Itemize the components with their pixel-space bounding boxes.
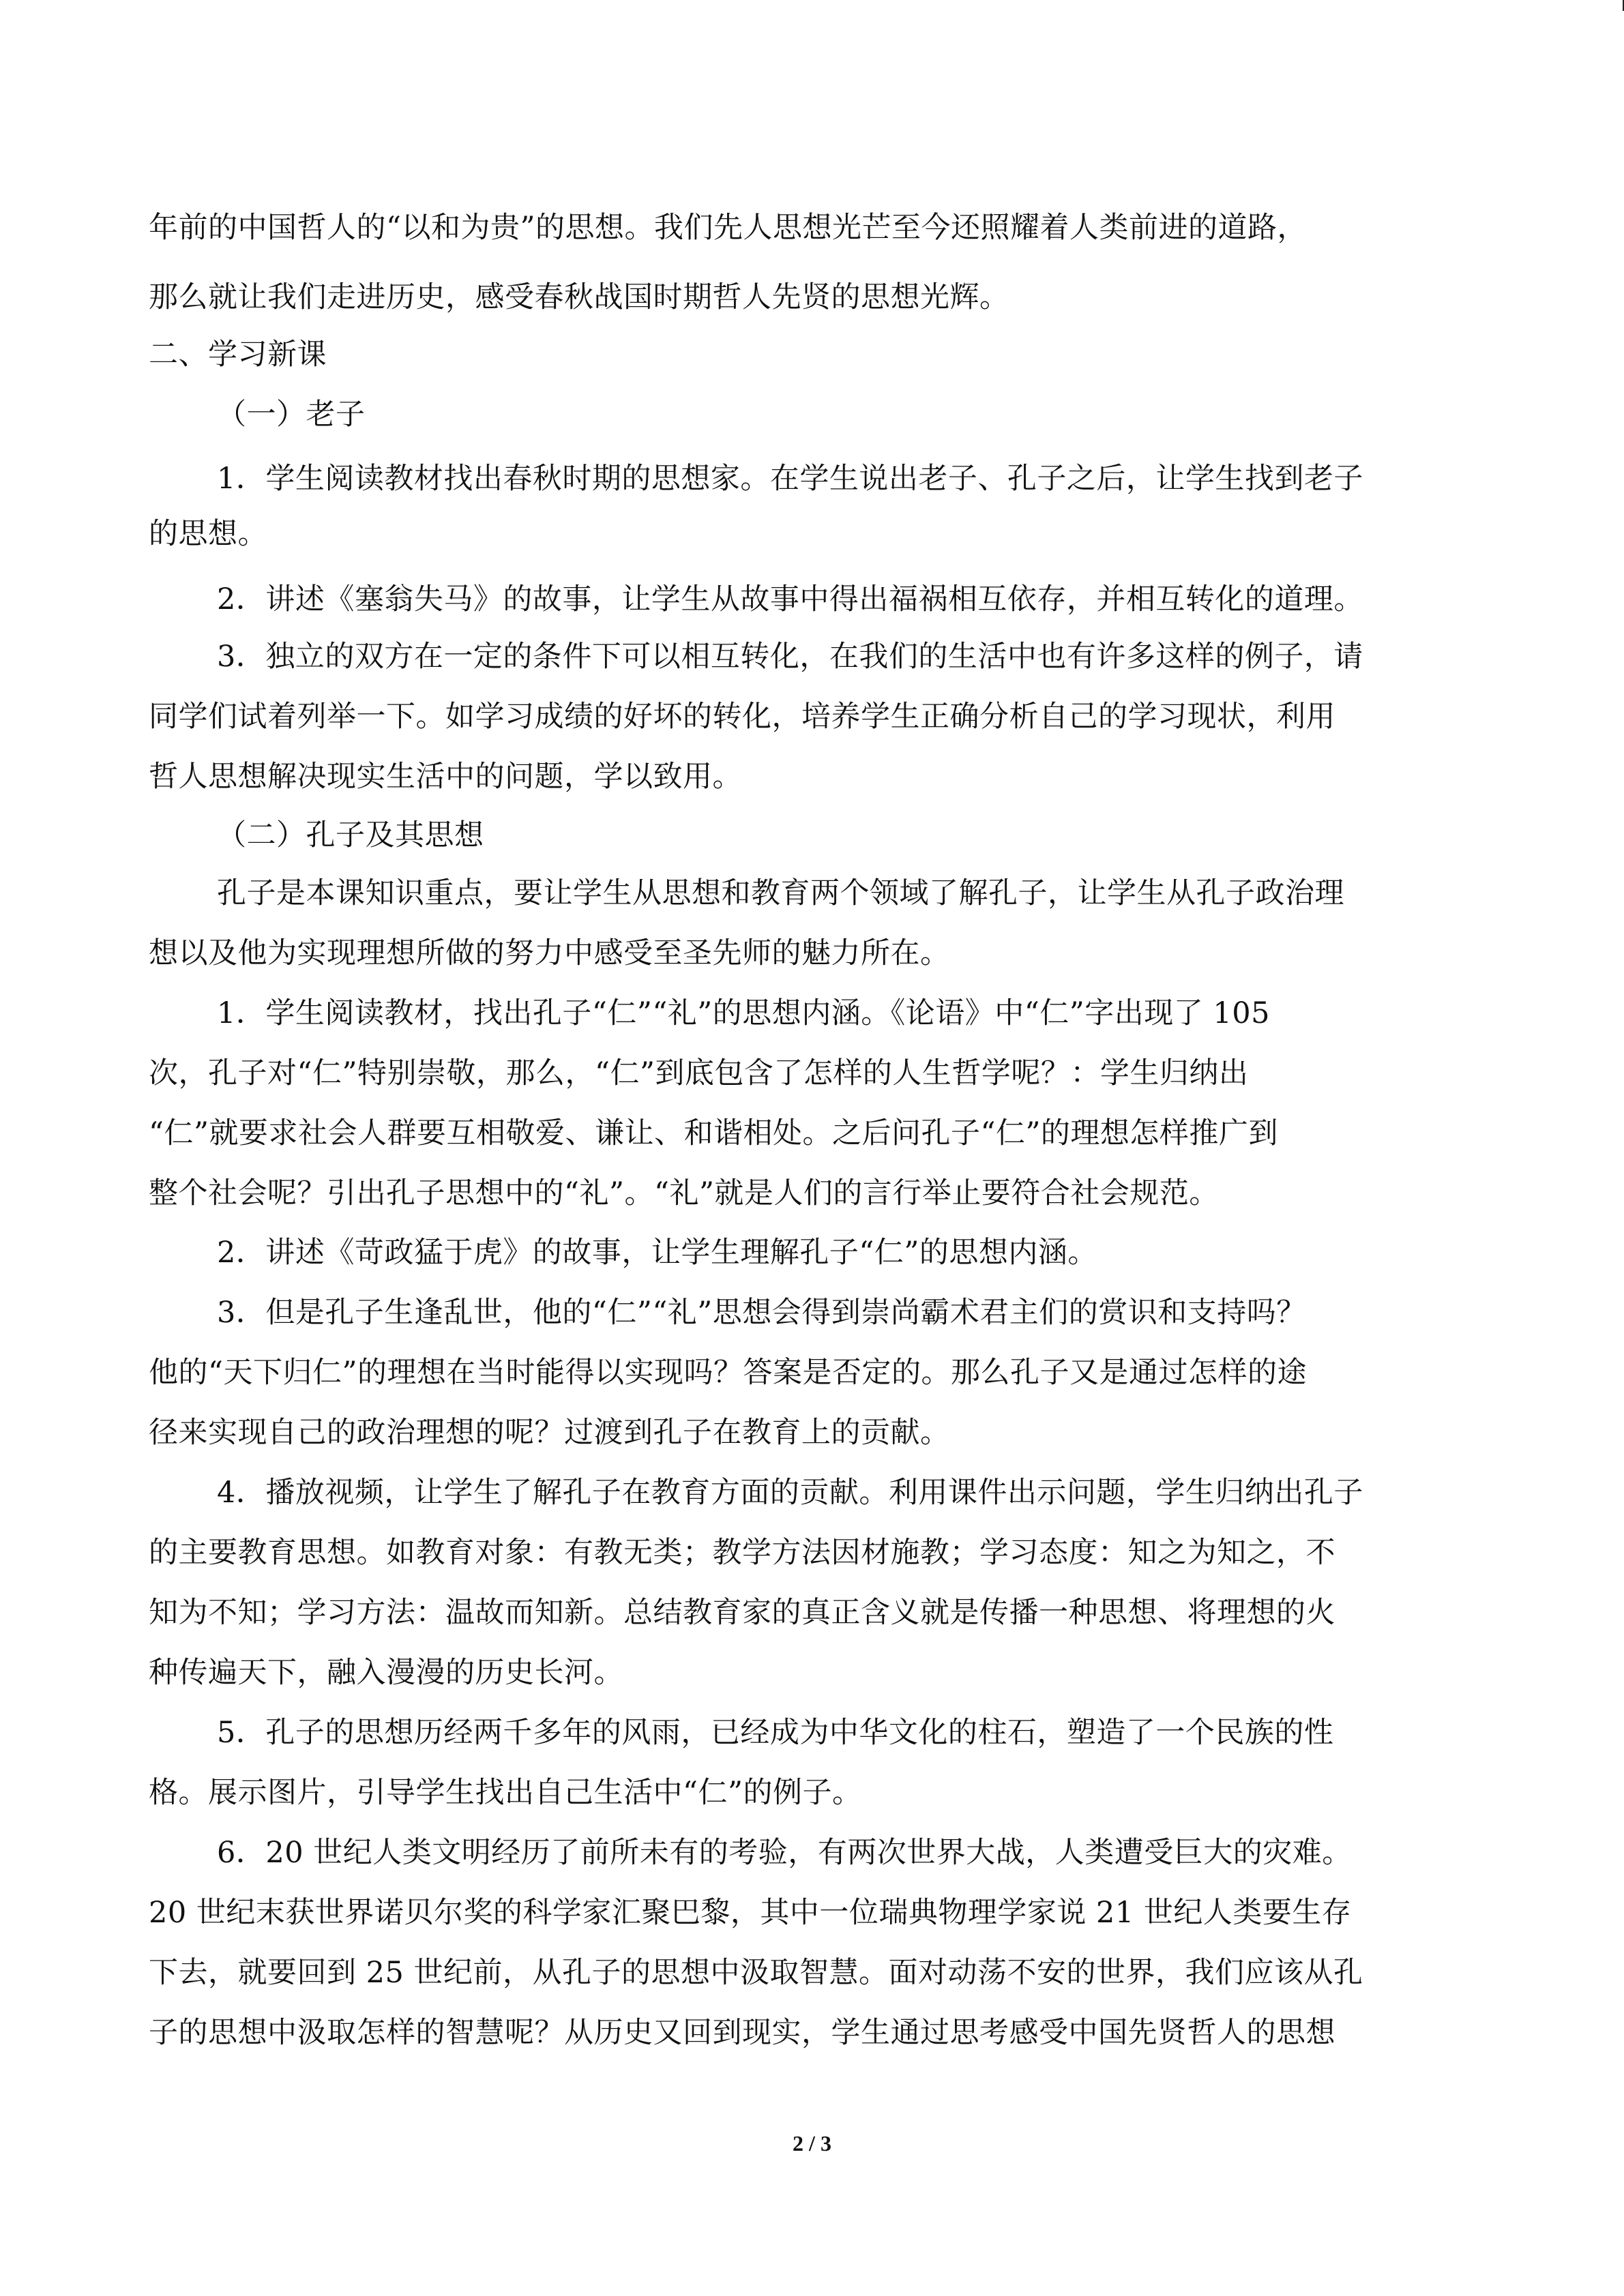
paragraph-line: 孔子是本课知识重点，要让学生从思想和教育两个领域了解孔子，让学生从孔子政治理 (217, 876, 1344, 910)
paragraph-line: 3．但是孔子生逢乱世，他的“仁”“礼”思想会得到崇尚霸术君主们的赏识和支持吗？ (217, 1296, 1306, 1330)
paragraph-line: 2．讲述《塞翁失马》的故事，让学生从故事中得出福祸相互依存，并相互转化的道理。 (217, 582, 1363, 616)
text-line: 同学们试着列举一下。如学习成绩的好坏的转化，培养学生正确分析自己的学习现状，利用 (149, 700, 1335, 734)
text-line: 年前的中国哲人的“以和为贵”的思想。我们先人思想光芒至今还照耀着人类前进的道路， (149, 211, 1307, 245)
text-line: 的主要教育思想。如教育对象：有教无类；教学方法因材施教；学习态度：知之为知之，不 (149, 1536, 1335, 1570)
text-line: 哲人思想解决现实生活中的问题，学以致用。 (149, 760, 742, 794)
text-line: 的思想。 (149, 517, 267, 551)
subsection-heading: （一）老子 (217, 398, 366, 432)
page-number: 2 / 3 (793, 2131, 831, 2156)
text-line: 整个社会呢？引出孔子思想中的“礼”。“礼”就是人们的言行举止要符合社会规范。 (149, 1176, 1219, 1210)
text-line: 知为不知；学习方法：温故而知新。总结教育家的真正含义就是传播一种思想、将理想的火 (149, 1596, 1335, 1630)
section-heading: 二、学习新课 (149, 338, 327, 372)
paragraph-line: 5．孔子的思想历经两千多年的风雨，已经成为中华文化的柱石，塑造了一个民族的性 (217, 1716, 1334, 1750)
text-line: 那么就让我们走进历史，感受春秋战国时期哲人先贤的思想光辉。 (149, 280, 1009, 314)
paragraph-line: 1．学生阅读教材，找出孔子“仁”“礼”的思想内涵。《论语》中“仁”字出现了 105 (217, 996, 1270, 1030)
text-line: 种传遍天下，融入漫漫的历史长河。 (149, 1656, 623, 1690)
text-line: 下去，就要回到 25 世纪前，从孔子的思想中汲取智慧。面对动荡不安的世界，我们应该从孔 (149, 1956, 1363, 1990)
paragraph-line: 6．20 世纪人类文明经历了前所未有的考验，有两次世界大战，人类遭受巨大的灾难。 (217, 1836, 1352, 1870)
text-line: 20 世纪末获世界诺贝尔奖的科学家汇聚巴黎，其中一位瑞典物理学家说 21 世纪人类要生存 (149, 1896, 1352, 1930)
text-line: 子的思想中汲取怎样的智慧呢？从历史又回到现实，学生通过思考感受中国先贤哲人的思想 (149, 2016, 1335, 2050)
paragraph-line: 1．学生阅读教材找出春秋时期的思想家。在学生说出老子、孔子之后，让学生找到老子 (217, 462, 1363, 496)
subsection-heading: （二）孔子及其思想 (217, 818, 484, 852)
text-line: “仁”就要求社会人群要互相敬爱、谦让、和谐相处。之后问孔子“仁”的理想怎样推广到 (149, 1116, 1278, 1150)
text-line: 格。展示图片，引导学生找出自己生活中“仁”的例子。 (149, 1776, 862, 1810)
text-line: 径来实现自己的政治理想的呢？过渡到孔子在教育上的贡献。 (149, 1416, 950, 1450)
text-line: 他的“天下归仁”的理想在当时能得以实现吗？答案是否定的。那么孔子又是通过怎样的途 (149, 1356, 1307, 1390)
text-line: 次，孔子对“仁”特别崇敬，那么，“仁”到底包含了怎样的人生哲学呢？：学生归纳出 (149, 1056, 1249, 1090)
text-line: 想以及他为实现理想所做的努力中感受至圣先师的魅力所在。 (149, 936, 950, 970)
paragraph-line: 4．播放视频，让学生了解孔子在教育方面的贡献。利用课件出示问题，学生归纳出孔子 (217, 1476, 1363, 1510)
paragraph-line: 2．讲述《苛政猛于虎》的故事，让学生理解孔子“仁”的思想内涵。 (217, 1236, 1097, 1270)
paragraph-line: 3．独立的双方在一定的条件下可以相互转化，在我们的生活中也有许多这样的例子，请 (217, 640, 1363, 674)
